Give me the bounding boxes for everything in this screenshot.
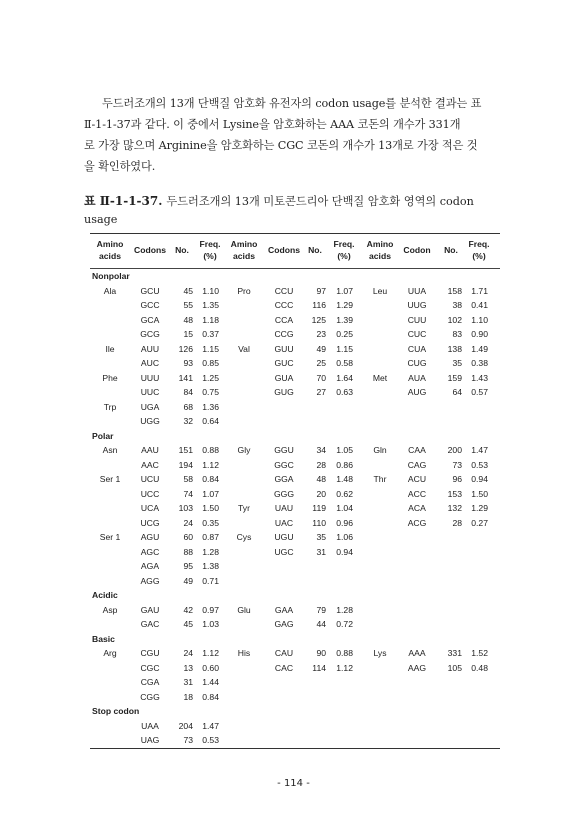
freq-header: Freq. (%) xyxy=(333,239,355,261)
freq-cell: 0.48 xyxy=(471,662,488,673)
count-cell: 58 xyxy=(183,474,193,484)
freq-cell: 1.44 xyxy=(202,677,219,687)
amino-acid-cell: Ser 1 xyxy=(99,532,121,542)
codon-cell: CAU xyxy=(274,648,294,658)
codon-cell: AAG xyxy=(407,662,427,673)
codons-header: Codon xyxy=(403,245,431,255)
codon-cell: CUC xyxy=(407,329,427,339)
count-cell: 38 xyxy=(452,300,462,310)
count-cell: 35 xyxy=(316,532,326,542)
freq-header: Freq. (%) xyxy=(199,239,221,261)
freq-cell: 0.27 xyxy=(471,517,488,528)
codon-cell: AUA xyxy=(408,372,426,383)
codon-cell: GCA xyxy=(140,314,160,325)
category-label: Acidic xyxy=(92,590,118,600)
count-cell: 31 xyxy=(316,546,326,557)
table-caption-text: 두드러조개의 13개 미토콘드리아 단백질 암호화 영역의 codon usage xyxy=(84,195,474,226)
amino-acid-cell: Asp xyxy=(102,604,118,615)
codon-cell: CCA xyxy=(274,314,294,325)
paragraph-line: Ⅱ-1-1-37과 같다. 이 중에서 Lysine을 암호화하는 AAA 코돈의 개수가 331개 xyxy=(84,118,461,131)
amino-acid-cell: Gly xyxy=(237,445,251,455)
codon-cell: AGC xyxy=(140,546,160,557)
amino-acid-cell: Trp xyxy=(103,401,117,412)
count-cell: 97 xyxy=(316,285,326,296)
category-label: Nonpolar xyxy=(92,271,130,281)
count-cell: 55 xyxy=(183,300,193,310)
codon-cell: UUU xyxy=(140,372,160,383)
freq-cell: 1.48 xyxy=(336,474,353,484)
count-cell: 194 xyxy=(178,459,193,470)
codon-cell: UGU xyxy=(274,532,294,542)
count-cell: 73 xyxy=(452,459,462,470)
freq-cell: 0.71 xyxy=(202,575,219,586)
freq-cell: 0.35 xyxy=(202,517,219,528)
freq-cell: 1.04 xyxy=(336,503,353,513)
amino-acid-cell: Pro xyxy=(237,285,251,296)
codon-cell: CAC xyxy=(274,662,294,673)
freq-cell: 1.50 xyxy=(202,503,219,513)
freq-cell: 0.84 xyxy=(202,474,219,484)
count-cell: 159 xyxy=(447,372,462,383)
paragraph-line: 을 확인하였다. xyxy=(84,160,156,173)
amino-acid-cell: Val xyxy=(238,343,250,354)
freq-cell: 1.05 xyxy=(336,445,353,455)
body-paragraph xyxy=(84,93,504,177)
count-cell: 90 xyxy=(316,648,326,658)
table-row xyxy=(90,530,500,545)
codon-cell: CGC xyxy=(140,662,160,673)
count-cell: 119 xyxy=(312,503,326,513)
count-cell: 45 xyxy=(183,285,193,296)
count-cell: 32 xyxy=(183,416,193,426)
count-cell: 158 xyxy=(447,285,462,296)
freq-cell: 1.07 xyxy=(202,488,219,499)
table-row xyxy=(90,603,500,618)
codon-cell: CGA xyxy=(140,677,160,687)
freq-cell: 1.28 xyxy=(202,546,219,557)
category-label: Basic xyxy=(92,633,115,644)
freq-cell: 0.62 xyxy=(336,488,353,499)
amino-acid-cell: Arg xyxy=(103,648,117,658)
count-cell: 28 xyxy=(316,459,326,470)
freq-cell: 0.63 xyxy=(336,387,353,397)
freq-cell: 0.88 xyxy=(202,445,219,455)
table-row xyxy=(90,574,500,589)
table-row xyxy=(90,313,500,328)
amino-acid-cell: Ser 1 xyxy=(99,474,121,484)
category-row xyxy=(90,632,500,647)
count-cell: 15 xyxy=(183,329,193,339)
freq-cell: 0.53 xyxy=(471,459,488,470)
table-row xyxy=(90,661,500,676)
codon-cell: AAA xyxy=(408,648,426,658)
count-cell: 96 xyxy=(452,474,462,484)
freq-cell: 0.64 xyxy=(202,416,219,426)
codon-cell: UUA xyxy=(407,285,427,296)
freq-cell: 1.47 xyxy=(202,720,219,731)
count-cell: 331 xyxy=(447,648,462,658)
codon-cell: CGU xyxy=(140,648,160,658)
count-cell: 24 xyxy=(183,517,193,528)
freq-cell: 1.12 xyxy=(202,459,219,470)
freq-cell: 0.94 xyxy=(336,546,353,557)
count-cell: 88 xyxy=(183,546,193,557)
freq-cell: 1.06 xyxy=(336,532,353,542)
freq-cell: 0.72 xyxy=(336,619,353,629)
category-row xyxy=(90,588,500,603)
count-cell: 27 xyxy=(316,387,326,397)
count-cell: 138 xyxy=(447,343,462,354)
freq-cell: 0.75 xyxy=(202,387,219,397)
table-row xyxy=(90,487,500,502)
amino-acid-cell: His xyxy=(237,648,251,658)
codon-cell: CCU xyxy=(274,285,294,296)
count-cell: 70 xyxy=(316,372,326,383)
codon-cell: AGG xyxy=(140,575,160,586)
table-header xyxy=(90,234,500,269)
count-cell: 204 xyxy=(178,720,193,731)
category-label: Polar xyxy=(92,430,114,441)
count-cell: 25 xyxy=(316,358,326,368)
table-row xyxy=(90,617,500,632)
codon-usage-table xyxy=(90,233,500,749)
count-cell: 79 xyxy=(316,604,326,615)
codon-cell: GAA xyxy=(274,604,294,615)
codon-cell: AGU xyxy=(140,532,160,542)
codon-cell: GCG xyxy=(140,329,160,339)
codons-header: Codons xyxy=(134,245,166,255)
codon-cell: GCC xyxy=(140,300,160,310)
table-row xyxy=(90,342,500,357)
amino-acid-cell: Leu xyxy=(372,285,388,296)
table-row xyxy=(90,356,500,371)
count-cell: 34 xyxy=(316,445,326,455)
count-cell: 49 xyxy=(183,575,193,586)
freq-cell: 1.36 xyxy=(202,401,219,412)
amino-acid-cell: Phe xyxy=(102,372,118,383)
count-cell: 13 xyxy=(183,662,193,673)
table-row xyxy=(90,400,500,415)
table-row xyxy=(90,472,500,487)
codon-cell: GGU xyxy=(274,445,294,455)
no-header: No. xyxy=(444,245,458,255)
codon-cell: CGG xyxy=(140,691,160,702)
codon-cell: GGA xyxy=(274,474,294,484)
table-row xyxy=(90,327,500,342)
codon-cell: ACA xyxy=(408,503,426,513)
count-cell: 153 xyxy=(447,488,462,499)
freq-cell: 0.25 xyxy=(336,329,353,339)
codon-cell: UAG xyxy=(140,735,160,745)
table-row xyxy=(90,559,500,574)
codon-cell: GAU xyxy=(140,604,160,615)
count-cell: 110 xyxy=(312,517,326,528)
codon-cell: UAA xyxy=(141,720,159,731)
table-row xyxy=(90,298,500,313)
codon-cell: GUA xyxy=(274,372,294,383)
count-cell: 83 xyxy=(452,329,462,339)
count-cell: 95 xyxy=(183,561,193,571)
freq-cell: 1.35 xyxy=(202,300,219,310)
amino-acid-cell: Met xyxy=(372,372,388,383)
table-row xyxy=(90,690,500,705)
freq-cell: 1.28 xyxy=(336,604,353,615)
category-row xyxy=(90,429,500,444)
amino-acid-cell: Gln xyxy=(373,445,387,455)
count-cell: 28 xyxy=(452,517,462,528)
codon-cell: ACG xyxy=(407,517,427,528)
table-row xyxy=(90,371,500,386)
count-cell: 105 xyxy=(447,662,462,673)
freq-cell: 1.52 xyxy=(471,648,488,658)
paragraph-line: 로 가장 많으며 Arginine을 암호화하는 CGC 코돈의 개수가 13개로 가장 적은 것 xyxy=(84,139,478,152)
count-cell: 44 xyxy=(316,619,326,629)
freq-cell: 1.07 xyxy=(336,285,353,296)
freq-cell: 1.71 xyxy=(471,285,488,296)
page-number: - 114 - xyxy=(277,778,310,789)
amino-acid-cell: Tyr xyxy=(238,503,250,513)
codon-cell: AGA xyxy=(140,561,160,571)
freq-cell: 1.03 xyxy=(202,619,219,629)
count-cell: 84 xyxy=(183,387,193,397)
codon-cell: UCG xyxy=(140,517,160,528)
count-cell: 93 xyxy=(183,358,193,368)
freq-cell: 0.41 xyxy=(471,300,488,310)
count-cell: 103 xyxy=(178,503,193,513)
freq-cell: 1.15 xyxy=(202,343,219,354)
count-cell: 125 xyxy=(311,314,326,325)
count-cell: 23 xyxy=(316,329,326,339)
freq-cell: 0.88 xyxy=(336,648,353,658)
freq-header: Freq. (%) xyxy=(468,239,490,261)
amino-acid-cell: Lys xyxy=(373,648,387,658)
codon-cell: AUU xyxy=(140,343,160,354)
codon-cell: GUU xyxy=(274,343,294,354)
freq-cell: 1.18 xyxy=(202,314,219,325)
count-cell: 48 xyxy=(183,314,193,325)
freq-cell: 1.29 xyxy=(471,503,488,513)
freq-cell: 1.12 xyxy=(202,648,219,658)
codon-cell: GGG xyxy=(273,488,295,499)
codon-cell: GCU xyxy=(140,285,160,296)
codon-cell: AUC xyxy=(140,358,160,368)
freq-cell: 0.94 xyxy=(471,474,488,484)
count-cell: 116 xyxy=(312,300,326,310)
freq-cell: 1.10 xyxy=(471,314,488,325)
no-header: No. xyxy=(308,245,322,255)
paragraph-line: 두드러조개의 13개 단백질 암호화 유전자의 codon usage를 분석한 결과는 표 xyxy=(102,97,482,110)
amino-acids-header: Amino acids xyxy=(230,239,258,261)
codon-cell: AUG xyxy=(407,387,427,397)
table-row xyxy=(90,675,500,690)
codon-cell: UCA xyxy=(140,503,160,513)
freq-cell: 0.85 xyxy=(202,358,219,368)
count-cell: 24 xyxy=(183,648,193,658)
freq-cell: 0.96 xyxy=(336,517,353,528)
count-cell: 114 xyxy=(312,662,326,673)
count-cell: 102 xyxy=(447,314,462,325)
count-cell: 141 xyxy=(178,372,193,383)
table-row xyxy=(90,501,500,516)
amino-acid-cell: Cys xyxy=(236,532,252,542)
count-cell: 60 xyxy=(183,532,193,542)
table-row xyxy=(90,385,500,400)
count-cell: 31 xyxy=(183,677,193,687)
codon-cell: ACU xyxy=(407,474,427,484)
count-cell: 126 xyxy=(178,343,193,354)
no-header: No. xyxy=(175,245,189,255)
count-cell: 35 xyxy=(452,358,462,368)
freq-cell: 1.64 xyxy=(336,372,353,383)
freq-cell: 1.15 xyxy=(336,343,353,354)
freq-cell: 0.58 xyxy=(336,358,353,368)
codon-cell: CUA xyxy=(407,343,427,354)
codon-cell: UGG xyxy=(140,416,160,426)
freq-cell: 1.38 xyxy=(202,561,219,571)
count-cell: 151 xyxy=(178,445,193,455)
codon-cell: GAG xyxy=(274,619,294,629)
count-cell: 73 xyxy=(183,735,193,745)
count-cell: 64 xyxy=(452,387,462,397)
table-caption xyxy=(84,192,504,229)
amino-acid-cell: Asn xyxy=(102,445,118,455)
freq-cell: 1.10 xyxy=(202,285,219,296)
table-row xyxy=(90,516,500,531)
freq-cell: 1.50 xyxy=(471,488,488,499)
count-cell: 200 xyxy=(447,445,462,455)
count-cell: 68 xyxy=(183,401,193,412)
codon-cell: UCU xyxy=(140,474,160,484)
codon-cell: UGC xyxy=(274,546,294,557)
count-cell: 49 xyxy=(316,343,326,354)
freq-cell: 1.43 xyxy=(471,372,488,383)
category-row xyxy=(90,704,500,719)
amino-acids-header: Amino acids xyxy=(96,239,124,261)
freq-cell: 1.49 xyxy=(471,343,488,354)
category-row xyxy=(90,269,500,284)
codon-cell: AAU xyxy=(141,445,159,455)
freq-cell: 1.25 xyxy=(202,372,219,383)
codon-cell: CUG xyxy=(407,358,427,368)
codon-cell: GAC xyxy=(140,619,160,629)
codon-cell: CCG xyxy=(274,329,294,339)
codon-cell: CUU xyxy=(407,314,427,325)
amino-acids-header: Amino acids xyxy=(366,239,394,261)
codon-cell: GGC xyxy=(274,459,294,470)
table-row xyxy=(90,414,500,429)
codon-cell: GUC xyxy=(274,358,294,368)
codon-cell: AAC xyxy=(141,459,159,470)
codon-cell: UCC xyxy=(140,488,160,499)
freq-cell: 0.84 xyxy=(202,691,219,702)
freq-cell: 1.29 xyxy=(336,300,353,310)
freq-cell: 0.97 xyxy=(202,604,219,615)
freq-cell: 0.57 xyxy=(471,387,488,397)
amino-acid-cell: Ala xyxy=(103,285,117,296)
table-body xyxy=(90,269,500,748)
count-cell: 45 xyxy=(183,619,193,629)
codon-cell: UUC xyxy=(140,387,160,397)
freq-cell: 0.38 xyxy=(471,358,488,368)
freq-cell: 0.87 xyxy=(202,532,219,542)
codon-cell: UAC xyxy=(274,517,294,528)
table-caption-label: 표 Ⅱ-1-1-37. xyxy=(84,194,163,208)
freq-cell: 0.90 xyxy=(471,329,488,339)
table-row xyxy=(90,646,500,661)
count-cell: 20 xyxy=(316,488,326,499)
freq-cell: 0.60 xyxy=(202,662,219,673)
amino-acid-cell: Glu xyxy=(237,604,251,615)
codons-header: Codons xyxy=(268,245,300,255)
table-row xyxy=(90,443,500,458)
codon-cell: UUG xyxy=(407,300,427,310)
codon-cell: GUG xyxy=(274,387,294,397)
table-row xyxy=(90,733,500,748)
table-row xyxy=(90,545,500,560)
count-cell: 42 xyxy=(183,604,193,615)
freq-cell: 1.12 xyxy=(336,662,353,673)
freq-cell: 0.86 xyxy=(336,459,353,470)
amino-acid-cell: Ile xyxy=(105,343,115,354)
codon-cell: UGA xyxy=(140,401,160,412)
codon-cell: CAG xyxy=(407,459,427,470)
codon-cell: UAU xyxy=(274,503,294,513)
codon-cell: ACC xyxy=(407,488,427,499)
table-row xyxy=(90,284,500,299)
amino-acid-cell: Thr xyxy=(373,474,387,484)
count-cell: 48 xyxy=(316,474,326,484)
freq-cell: 1.39 xyxy=(336,314,353,325)
table-row xyxy=(90,458,500,473)
count-cell: 74 xyxy=(183,488,193,499)
freq-cell: 0.37 xyxy=(202,329,219,339)
table-row xyxy=(90,719,500,734)
codon-cell: CCC xyxy=(274,300,294,310)
freq-cell: 0.53 xyxy=(202,735,219,745)
count-cell: 18 xyxy=(183,691,193,702)
category-label: Stop codon xyxy=(92,706,140,716)
count-cell: 132 xyxy=(447,503,462,513)
codon-cell: CAA xyxy=(408,445,426,455)
freq-cell: 1.47 xyxy=(471,445,488,455)
